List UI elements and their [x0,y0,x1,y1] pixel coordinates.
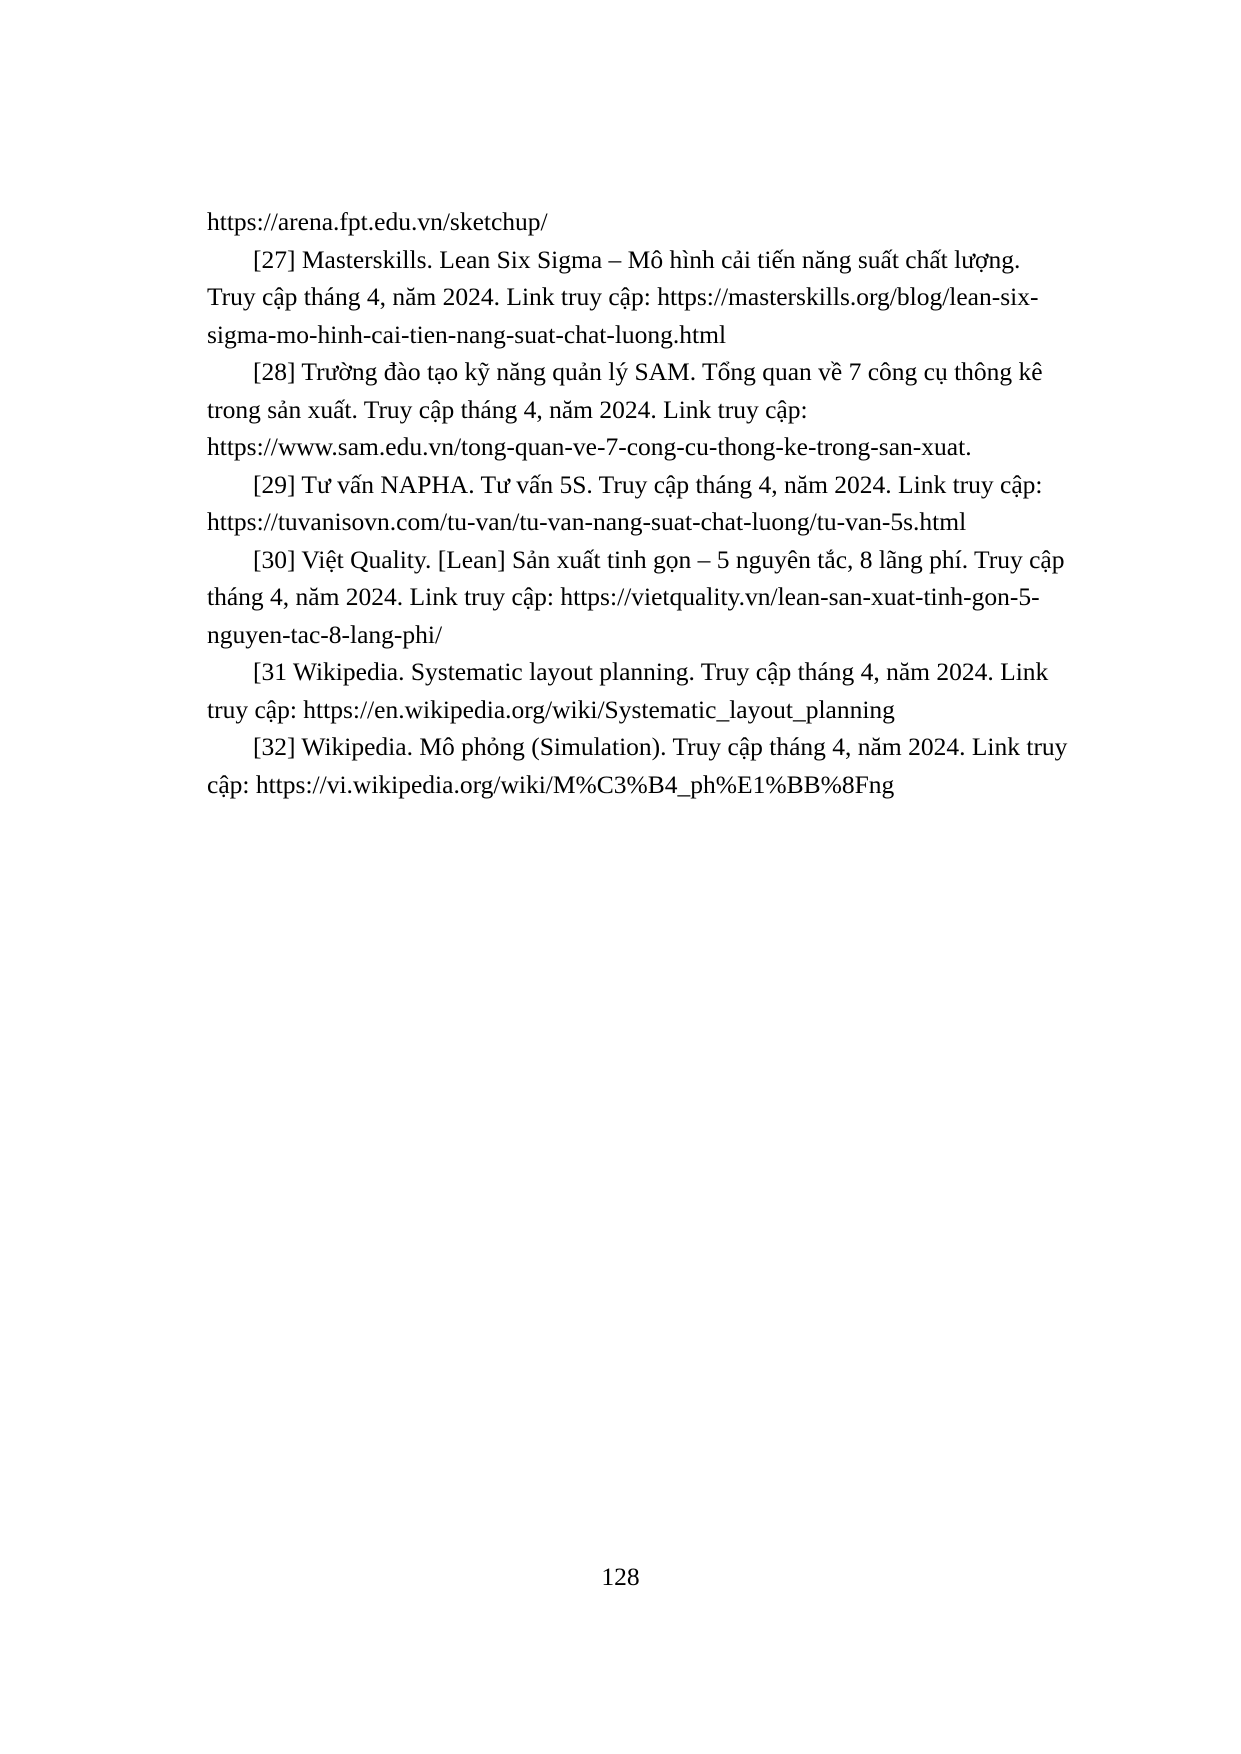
reference-30-line-1: [30] Việt Quality. [Lean] Sản xuất tinh gọn – 5 nguyên tắc, 8 lãng phí. Truy cập [253,544,1065,574]
reference-30-line-2: tháng 4, năm 2024. Link truy cập: https://vietquality.vn/lean-san-xuat-tinh-gon-5- [207,582,1040,611]
reference-27-line-2: Truy cập tháng 4, năm 2024. Link truy cập: https://masterskills.org/blog/lean-six- [207,282,1039,311]
reference-31-line-1: [31 Wikipedia. Systematic layout planning. Truy cập tháng 4, năm 2024. Link [253,657,1049,686]
reference-32-line-2: cập: https://vi.wikipedia.org/wiki/M%C3%B4_ph%E1%BB%8Fng [207,769,895,799]
reference-30-line-3: nguyen-tac-8-lang-phi/ [207,619,443,649]
reference-28-line-2: trong sản xuất. Truy cập tháng 4, năm 2024. Link truy cập: [207,394,808,424]
reference-28-line-3: https://www.sam.edu.vn/tong-quan-ve-7-cong-cu-thong-ke-trong-san-xuat. [207,432,972,461]
reference-27-line-1: [27] Masterskills. Lean Six Sigma – Mô hình cải tiến năng suất chất lượng. [253,244,1021,274]
reference-26-line-3: https://arena.fpt.edu.vn/sketchup/ [207,207,548,236]
reference-29-line-1: [29] Tư vấn NAPHA. Tư vấn 5S. Truy cập tháng 4, năm 2024. Link truy cập: [253,469,1043,499]
reference-27-line-3: sigma-mo-hinh-cai-tien-nang-suat-chat-luong.html [207,319,727,349]
references-list [207,203,1117,803]
reference-28-line-1: [28] Trường đào tạo kỹ năng quản lý SAM. Tổng quan về 7 công cụ thông kê [253,357,1043,386]
reference-31-line-2: truy cập: https://en.wikipedia.org/wiki/Systematic_layout_planning [207,694,895,724]
page-number: 128 [601,1562,640,1591]
reference-29-line-2: https://tuvanisovn.com/tu-van/tu-van-nang-suat-chat-luong/tu-van-5s.html [207,507,967,536]
reference-32-line-1: [32] Wikipedia. Mô phỏng (Simulation). Truy cập tháng 4, năm 2024. Link truy [253,732,1068,761]
